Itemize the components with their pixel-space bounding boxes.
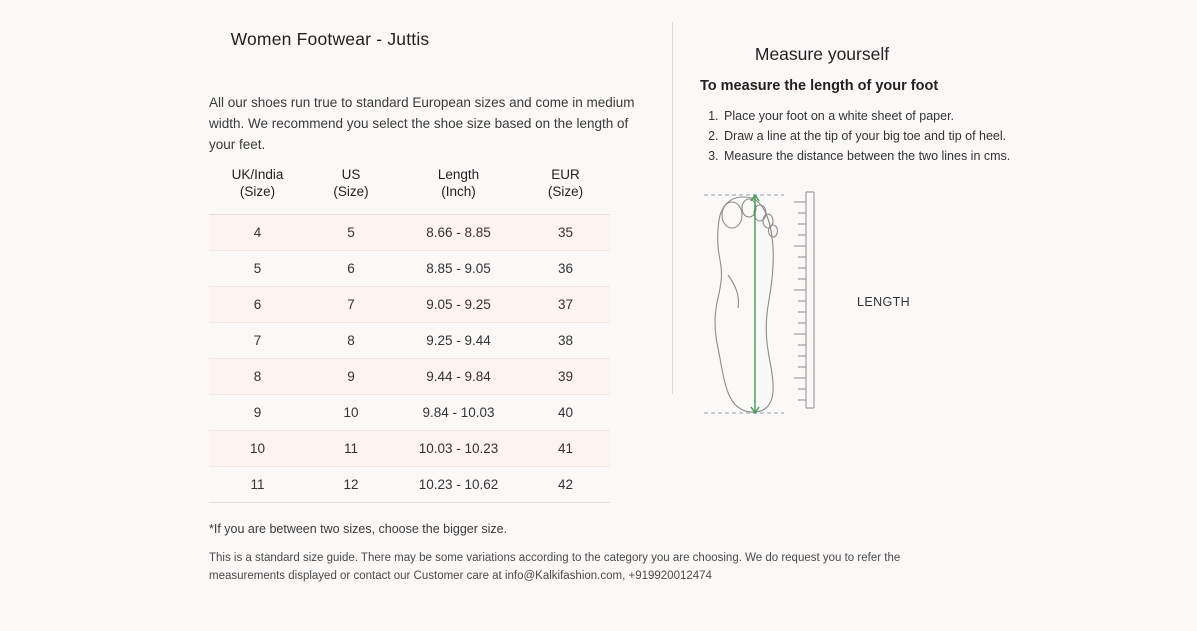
table-row [209, 215, 610, 251]
measure-line-icon [751, 195, 759, 413]
cell-eur: 37 [521, 287, 610, 323]
header-line1: UK/India [231, 167, 284, 182]
measure-title: Measure yourself [754, 43, 890, 64]
size-note: *If you are between two sizes, choose the bigger size. [209, 522, 508, 536]
cell-uk: 7 [209, 323, 306, 359]
cell-uk: 8 [209, 359, 306, 395]
header-line2: (Size) [239, 184, 276, 199]
table-row [209, 251, 610, 287]
cell-length: 9.25 - 9.44 [396, 323, 521, 359]
ruler-icon [794, 192, 814, 408]
list-item: 3. Measure the distance between the two lines in cms. [722, 146, 1010, 166]
list-item: 2. Draw a line at the tip of your big toe and tip of heel. [722, 126, 1010, 146]
cell-length: 9.44 - 9.84 [396, 359, 521, 395]
measure-subtitle: To measure the length of your foot [700, 78, 939, 94]
cell-eur: 41 [521, 431, 610, 467]
disclaimer-text: This is a standard size guide. There may be some variations according to the category you are choosing. We do request you to refer the measurements displayed or contact our Customer care at info@Kalkifashion.com, +919920012474 [209, 552, 901, 582]
guide-lines-icon [704, 195, 784, 413]
cell-us: 7 [306, 287, 396, 323]
column-header-eur [521, 162, 610, 215]
cell-eur: 35 [521, 215, 610, 251]
cell-uk: 9 [209, 395, 306, 431]
cell-us: 9 [306, 359, 396, 395]
cell-uk: 4 [209, 215, 306, 251]
foot-diagram-svg [702, 180, 832, 430]
length-label: LENGTH [857, 295, 911, 309]
cell-uk: 11 [209, 467, 306, 503]
cell-length: 9.84 - 10.03 [396, 395, 521, 431]
table-row [209, 395, 610, 431]
cell-us: 8 [306, 323, 396, 359]
cell-eur: 42 [521, 467, 610, 503]
column-header-us [306, 162, 396, 215]
foot-measure-diagram [702, 180, 832, 430]
cell-length: 8.66 - 8.85 [396, 215, 521, 251]
table-row [209, 323, 610, 359]
foot-outline-icon [715, 197, 778, 412]
cell-eur: 40 [521, 395, 610, 431]
cell-uk: 5 [209, 251, 306, 287]
cell-uk: 6 [209, 287, 306, 323]
cell-eur: 39 [521, 359, 610, 395]
cell-us: 11 [306, 431, 396, 467]
size-chart-table [209, 162, 610, 503]
cell-eur: 36 [521, 251, 610, 287]
page-title: Women Footwear - Juttis [230, 29, 430, 49]
table-row [209, 287, 610, 323]
cell-us: 5 [306, 215, 396, 251]
cell-length: 8.85 - 9.05 [396, 251, 521, 287]
cell-length: 10.23 - 10.62 [396, 467, 521, 503]
intro-text: All our shoes run true to standard European sizes and come in medium width. We recommend you select the shoe size based on the length of your feet. [209, 94, 635, 152]
cell-length: 10.03 - 10.23 [396, 431, 521, 467]
cell-us: 12 [306, 467, 396, 503]
header-line1: Length [437, 167, 480, 182]
header-line1: US [341, 167, 361, 182]
table-row [209, 467, 610, 503]
table-row [209, 359, 610, 395]
header-line2: (Inch) [441, 184, 476, 199]
cell-eur: 38 [521, 323, 610, 359]
column-header-length [396, 162, 521, 215]
header-line2: (Size) [547, 184, 584, 199]
table-header-row [209, 162, 610, 215]
header-line1: EUR [551, 167, 580, 182]
cell-us: 10 [306, 395, 396, 431]
measure-steps [700, 106, 1010, 166]
cell-length: 9.05 - 9.25 [396, 287, 521, 323]
table-row [209, 431, 610, 467]
cell-uk: 10 [209, 431, 306, 467]
header-line2: (Size) [333, 184, 369, 199]
column-header-uk-india [209, 162, 306, 215]
cell-us: 6 [306, 251, 396, 287]
right-column [672, 0, 1197, 631]
list-item: 1. Place your foot on a white sheet of paper. [722, 106, 1010, 126]
